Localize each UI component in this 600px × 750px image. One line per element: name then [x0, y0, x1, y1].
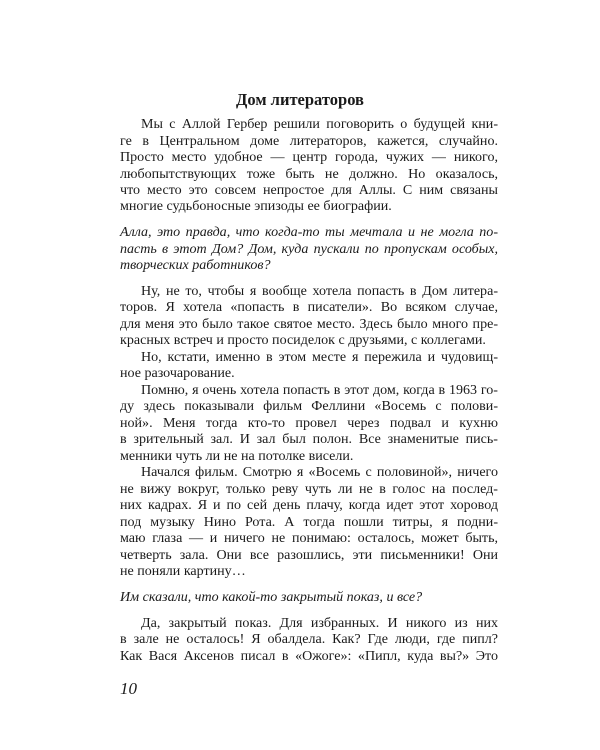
text-line: Но, кстати, именно в этом месте я пережила и чудовищ- [141, 348, 498, 365]
text-line: под музыку Нино Рота. А тогда пошли титры, я подни- [120, 513, 498, 530]
text-line: Помню, я очень хотела попасть в этот дом, когда в 1963 го- [141, 381, 498, 398]
text-line: Да, закрытый показ. Для избранных. И никого из них [141, 614, 498, 631]
text-line: Мы с Аллой Гербер решили поговорить о будущей кни- [141, 116, 498, 132]
text-line: в зрительный зал. И зал был полон. Все знаменитые пись- [120, 431, 498, 448]
question-line: пасть в этот Дом? Дом, куда пускали по пропускам особых, [120, 240, 498, 257]
text-line: не поняли картину… [120, 563, 246, 580]
text-line: любопытствующих тоже быть не должно. Но оказалось, [120, 165, 498, 182]
text-line: не вижу вокруг, только реву чуть ли не в голос на послед- [120, 480, 498, 497]
text-line: ной». Меня тогда кто-то провел через подвал и кухню [120, 414, 498, 431]
text-line: маю глаза — и ничего не понимаю: осталось, может быть, [120, 530, 498, 547]
text-line: Как Вася Аксенов писал в «Ожоге»: «Пипл, куда вы?» Это [120, 647, 498, 664]
text-line: Начался фильм. Смотрю я «Восемь с половиной», ничего [141, 464, 498, 481]
text-line: четверть зала. Они все разошлись, эти письменники! Они [120, 546, 498, 563]
text-line: ное разочарование. [120, 365, 235, 382]
text-line: ду здесь показывали фильм Феллини «Восемь с полови- [120, 398, 498, 415]
text-line: красных встреч и просто посиделок с друзьями, с коллегами. [120, 332, 486, 349]
page-number: 10 [120, 679, 137, 698]
text-line: Ну, не то, чтобы я вообще хотела попасть в Дом литера- [141, 282, 498, 299]
text-line: них кадрах. Я и по сей день плачу, когда идет этот хоровод [120, 497, 498, 514]
question-line: творческих работников? [120, 257, 271, 274]
text-line: ге в Центральном доме литераторов, кажется, случайно. [120, 132, 498, 149]
text-line: менники чуть ли не на потолке висели. [120, 447, 354, 464]
text-line: для меня это было такое святое место. Здесь было много пре- [120, 315, 498, 332]
question-line: Алла, это правда, что когда-то ты мечтала и не могла по- [120, 224, 498, 241]
question-line: Им сказали, что какой-то закрытый показ, и все? [120, 588, 423, 605]
text-line: Просто место удобное — центр города, чужих — никого, [120, 149, 498, 165]
text-line: торов. Я хотела «попасть в писатели». Во всяком случае, [120, 299, 498, 316]
text-line: что место это совсем непростое для Аллы. С ним связаны [120, 181, 498, 198]
chapter-title: Дом литераторов [236, 90, 364, 109]
text-line: многие судьбоносные эпизоды ее биографии. [120, 198, 392, 215]
text-line: в зале не осталось! Я обалдела. Как? Где люди, где пипл? [120, 631, 498, 647]
